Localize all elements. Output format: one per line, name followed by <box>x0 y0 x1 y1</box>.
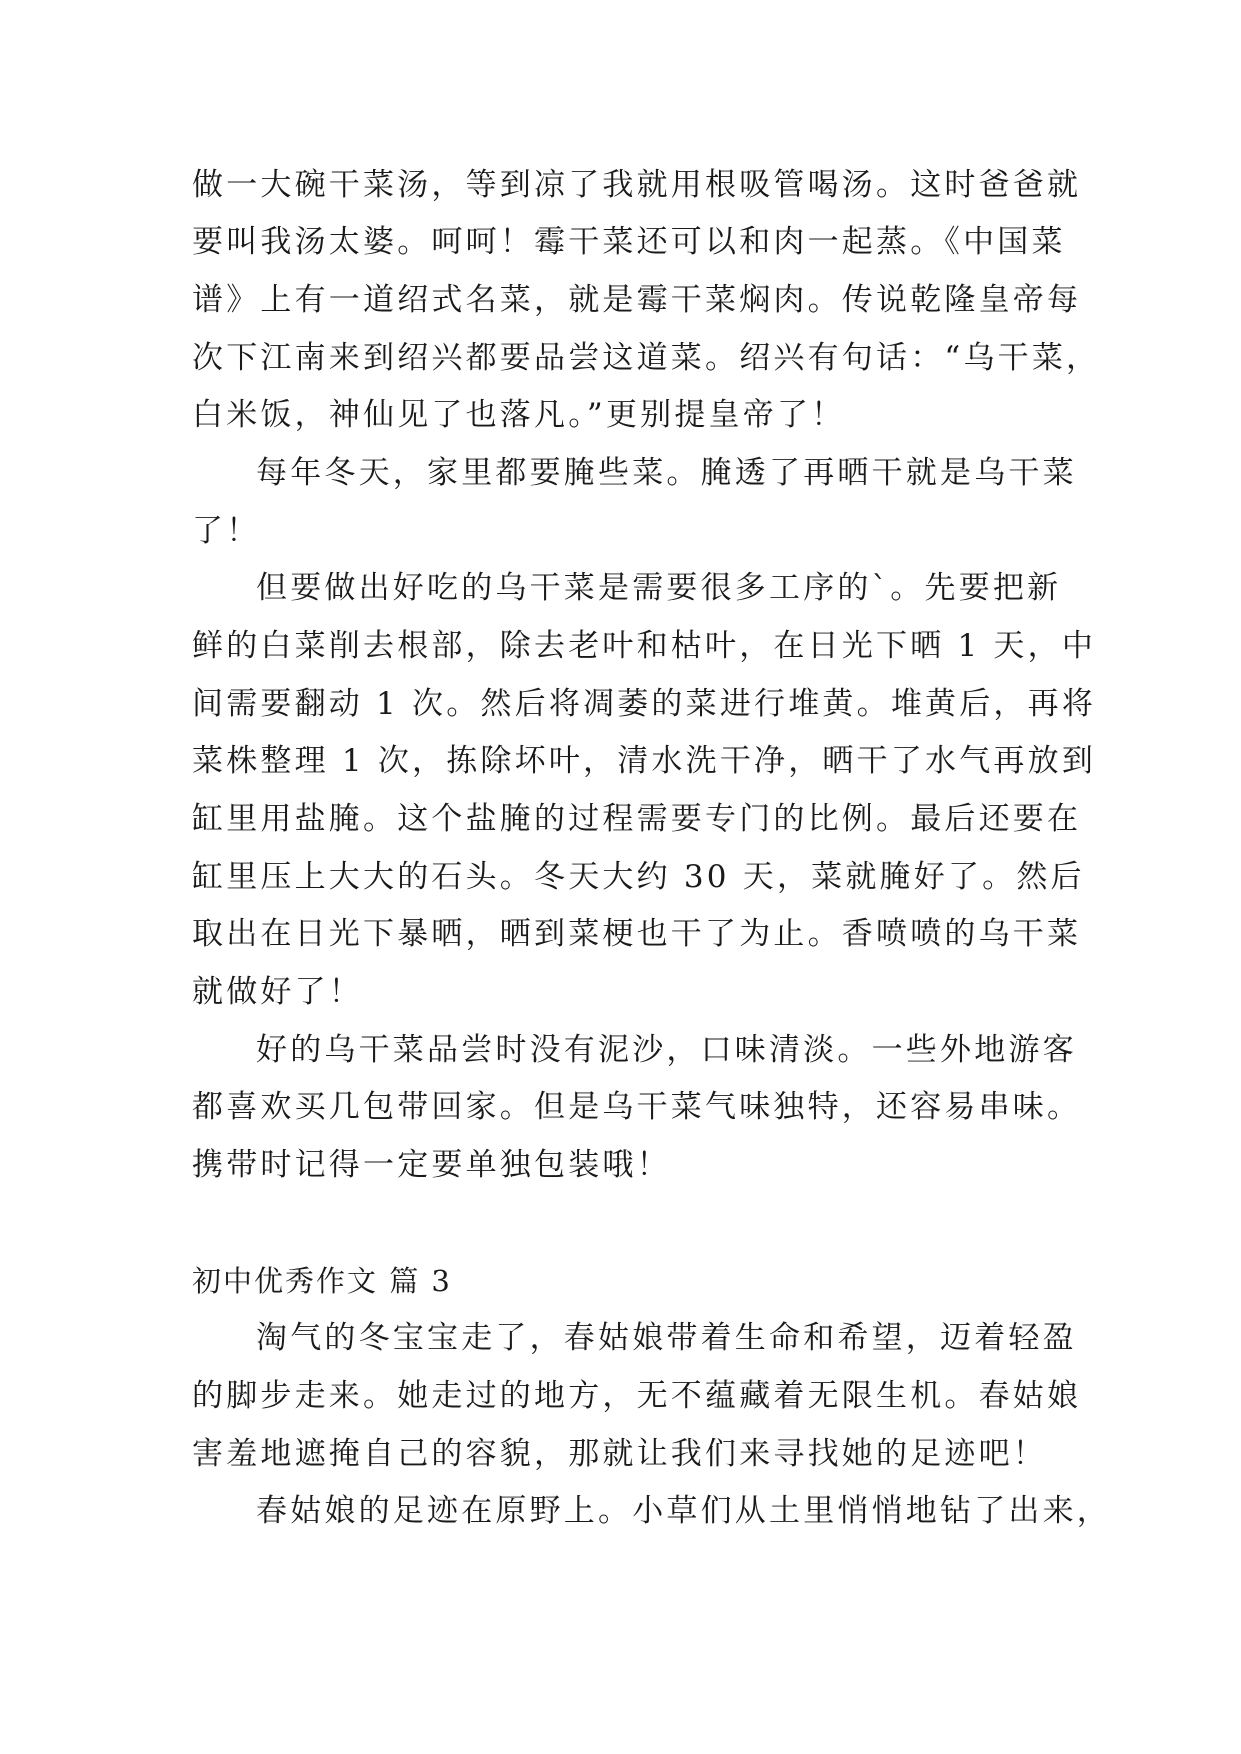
section-heading: 初中优秀作文 篇 3 <box>192 1264 452 1298</box>
text-line: 害羞地遮掩自己的容貌，那就让我们来寻找她的足迹吧！ <box>192 1436 1047 1472</box>
paragraph-start-line: 每年冬天，家里都要腌些菜。腌透了再晒干就是乌干菜 <box>256 455 1077 491</box>
text-line: 间需要翻动 1 次。然后将凋萎的菜进行堆黄。堆黄后，再将 <box>192 686 1097 722</box>
text-line: 次下江南来到绍兴都要品尝这道菜。绍兴有句话：“乌干菜， <box>192 340 1101 376</box>
paragraph-start-line: 好的乌干菜品尝时没有泥沙，口味清淡。一些外地游客 <box>256 1032 1077 1068</box>
paragraph-start-line: 淘气的冬宝宝走了，春姑娘带着生命和希望，迈着轻盈 <box>256 1320 1077 1356</box>
text-line: 缸里用盐腌。这个盐腌的过程需要专门的比例。最后还要在 <box>192 801 1082 837</box>
text-line: 菜株整理 1 次，拣除坏叶，清水洗干净，晒干了水气再放到 <box>192 743 1097 779</box>
paragraph-start-line: 春姑娘的足迹在原野上。小草们从土里悄悄地钻了出来， <box>256 1493 1111 1529</box>
text-line: 白米饭，神仙见了也落凡。”更别提皇帝了！ <box>192 397 846 433</box>
text-line: 的脚步走来。她走过的地方，无不蕴藏着无限生机。春姑娘 <box>192 1378 1082 1414</box>
text-line: 都喜欢买几包带回家。但是乌干菜气味独特，还容易串味。 <box>192 1089 1082 1125</box>
text-line: 要叫我汤太婆。呵呵！霉干菜还可以和肉一起蒸。《中国菜 <box>192 224 1066 260</box>
text-line: 做一大碗干菜汤，等到凉了我就用根吸管喝汤。这时爸爸就 <box>192 167 1082 203</box>
text-line: 缸里压上大大的石头。冬天大约 30 天，菜就腌好了。然后 <box>192 859 1085 895</box>
text-line: 就做好了！ <box>192 974 363 1010</box>
text-line: 鲜的白菜削去根部，除去老叶和枯叶，在日光下晒 1 天，中 <box>192 628 1097 664</box>
paragraph-start-line: 但要做出好吃的乌干菜是需要很多工序的`。先要把新 <box>256 570 1062 606</box>
text-line: 取出在日光下暴晒，晒到菜梗也干了为止。香喷喷的乌干菜 <box>192 916 1082 952</box>
text-line: 谱》上有一道绍式名菜，就是霉干菜焖肉。传说乾隆皇帝每 <box>192 282 1082 318</box>
text-line: 了！ <box>192 513 261 549</box>
text-line: 携带时记得一定要单独包装哦！ <box>192 1147 671 1183</box>
